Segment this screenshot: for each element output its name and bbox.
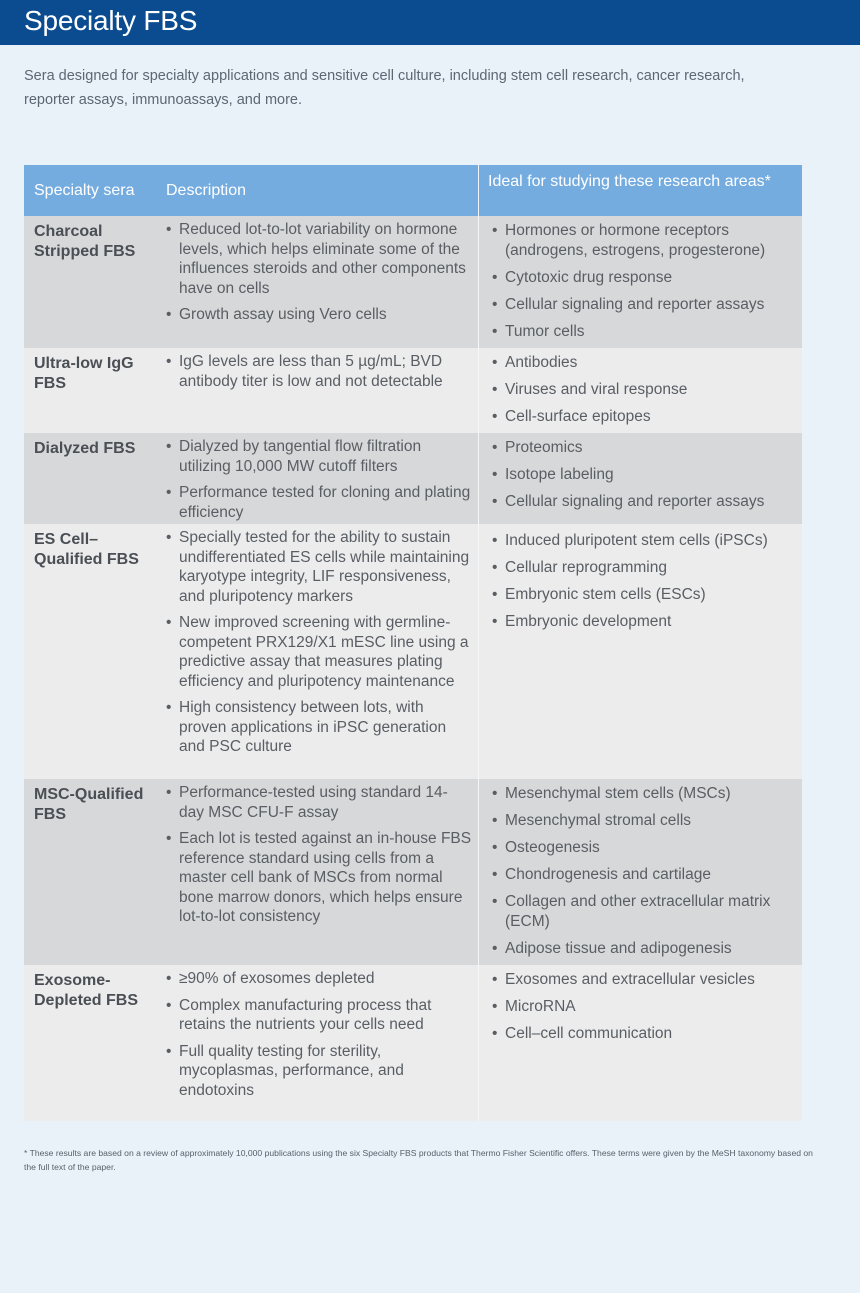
description-item: • Each lot is tested against an in-house FBS reference standard using cells from a master cell bank of MSCs from normal bone marrow donors, which helps ensure lot-to-lot consistency: [156, 829, 472, 927]
sera-name: Dialyzed FBS: [34, 440, 136, 457]
description-item: • Complex manufacturing process that retains the nutrients your cells need: [156, 996, 472, 1035]
research-area-item: • Induced pluripotent stem cells (iPSCs): [483, 531, 796, 551]
page-title: Specialty FBS: [24, 5, 198, 36]
research-areas-cell: [479, 348, 802, 433]
description-cell: [156, 348, 479, 433]
research-area-item: • Mesenchymal stem cells (MSCs): [483, 784, 796, 804]
footnote: * These results are based on a review of approximately 10,000 publications using the six Specialty FBS products that Thermo Fisher Scientific offers. These terms were given by the MeSH taxonomy based on the full text of the paper.: [24, 1148, 813, 1172]
specialty-sera-table: [24, 165, 802, 1121]
research-area-item: • Isotope labeling: [483, 465, 796, 485]
research-area-item: • Mesenchymal stromal cells: [483, 811, 796, 831]
research-area-item: • Cellular signaling and reporter assays: [483, 295, 796, 315]
description-item: • Performance tested for cloning and plating efficiency: [156, 483, 472, 522]
research-areas-cell: [479, 965, 802, 1121]
research-area-item: • Cell-surface epitopes: [483, 407, 796, 427]
table-row: [24, 524, 802, 779]
page-header: [0, 0, 860, 45]
research-area-item: • MicroRNA: [483, 997, 796, 1017]
research-area-item: • Antibodies: [483, 353, 796, 373]
research-area-item: • Viruses and viral response: [483, 380, 796, 400]
table-row: [24, 779, 802, 965]
description-cell: [156, 433, 479, 524]
research-areas-cell: [479, 779, 802, 965]
research-area-item: • Cytotoxic drug response: [483, 268, 796, 288]
intro-text: Sera designed for specialty applications and sensitive cell culture, including stem cell research, cancer research, reporter assays, immunoassays, and more.: [24, 68, 745, 108]
description-cell: [156, 216, 479, 348]
sera-name: Ultra-low IgG FBS: [34, 355, 134, 392]
description-item: • Full quality testing for sterility, mycoplasmas, performance, and endotoxins: [156, 1042, 472, 1101]
description-cell: [156, 965, 479, 1121]
sera-name: Charcoal Stripped FBS: [34, 223, 136, 260]
header-specialty-sera: Specialty sera: [34, 182, 135, 199]
research-area-item: • Hormones or hormone receptors (androgens, estrogens, progesterone): [483, 221, 796, 260]
research-area-item: • Tumor cells: [483, 322, 796, 342]
table-row: [24, 433, 802, 524]
description-item: • Performance-tested using standard 14-day MSC CFU-F assay: [156, 783, 472, 822]
research-area-item: • Osteogenesis: [483, 838, 796, 858]
research-areas-cell: [479, 433, 802, 524]
description-item: • Dialyzed by tangential flow filtration utilizing 10,000 MW cutoff filters: [156, 437, 472, 476]
sera-name: ES Cell– Qualified FBS: [34, 531, 139, 568]
table-header: [24, 165, 802, 216]
description-item: • Reduced lot-to-lot variability on hormone levels, which helps eliminate some of the influences steroids and other components have on cells: [156, 220, 472, 298]
research-area-item: • Cellular reprogramming: [483, 558, 796, 578]
description-item: • Growth assay using Vero cells: [156, 305, 472, 325]
table-row: [24, 965, 802, 1121]
table-row: [24, 348, 802, 433]
table-row: [24, 216, 802, 348]
research-area-item: • Adipose tissue and adipogenesis: [483, 939, 796, 959]
research-area-item: • Collagen and other extracellular matrix (ECM): [483, 892, 796, 931]
research-area-item: • Exosomes and extracellular vesicles: [483, 970, 796, 990]
description-item: • New improved screening with germline-competent PRX129/X1 mESC line using a predictive assay that measures plating efficiency and pluripotency maintenance: [156, 613, 472, 691]
research-area-item: • Chondrogenesis and cartilage: [483, 865, 796, 885]
description-item: • ≥90% of exosomes depleted: [156, 969, 472, 989]
description-item: • Specially tested for the ability to sustain undifferentiated ES cells while maintaining karyotype integrity, LIF responsiveness, and pluripotency markers: [156, 528, 472, 606]
research-area-item: • Proteomics: [483, 438, 796, 458]
description-cell: [156, 524, 479, 779]
research-areas-cell: [479, 524, 802, 779]
description-item: • IgG levels are less than 5 µg/mL; BVD antibody titer is low and not detectable: [156, 352, 472, 391]
description-cell: [156, 779, 479, 965]
research-area-item: • Embryonic development: [483, 612, 796, 632]
research-area-item: • Embryonic stem cells (ESCs): [483, 585, 796, 605]
sera-name: Exosome- Depleted FBS: [34, 972, 139, 1009]
sera-name: MSC-Qualified FBS: [34, 786, 144, 823]
description-item: • High consistency between lots, with proven applications in iPSC generation and PSC culture: [156, 698, 472, 757]
header-description: Description: [156, 165, 479, 216]
research-area-item: • Cellular signaling and reporter assays: [483, 492, 796, 512]
research-areas-cell: [479, 216, 802, 348]
research-area-item: • Cell–cell communication: [483, 1024, 796, 1044]
header-research-areas: Ideal for studying these research areas*: [488, 173, 771, 190]
